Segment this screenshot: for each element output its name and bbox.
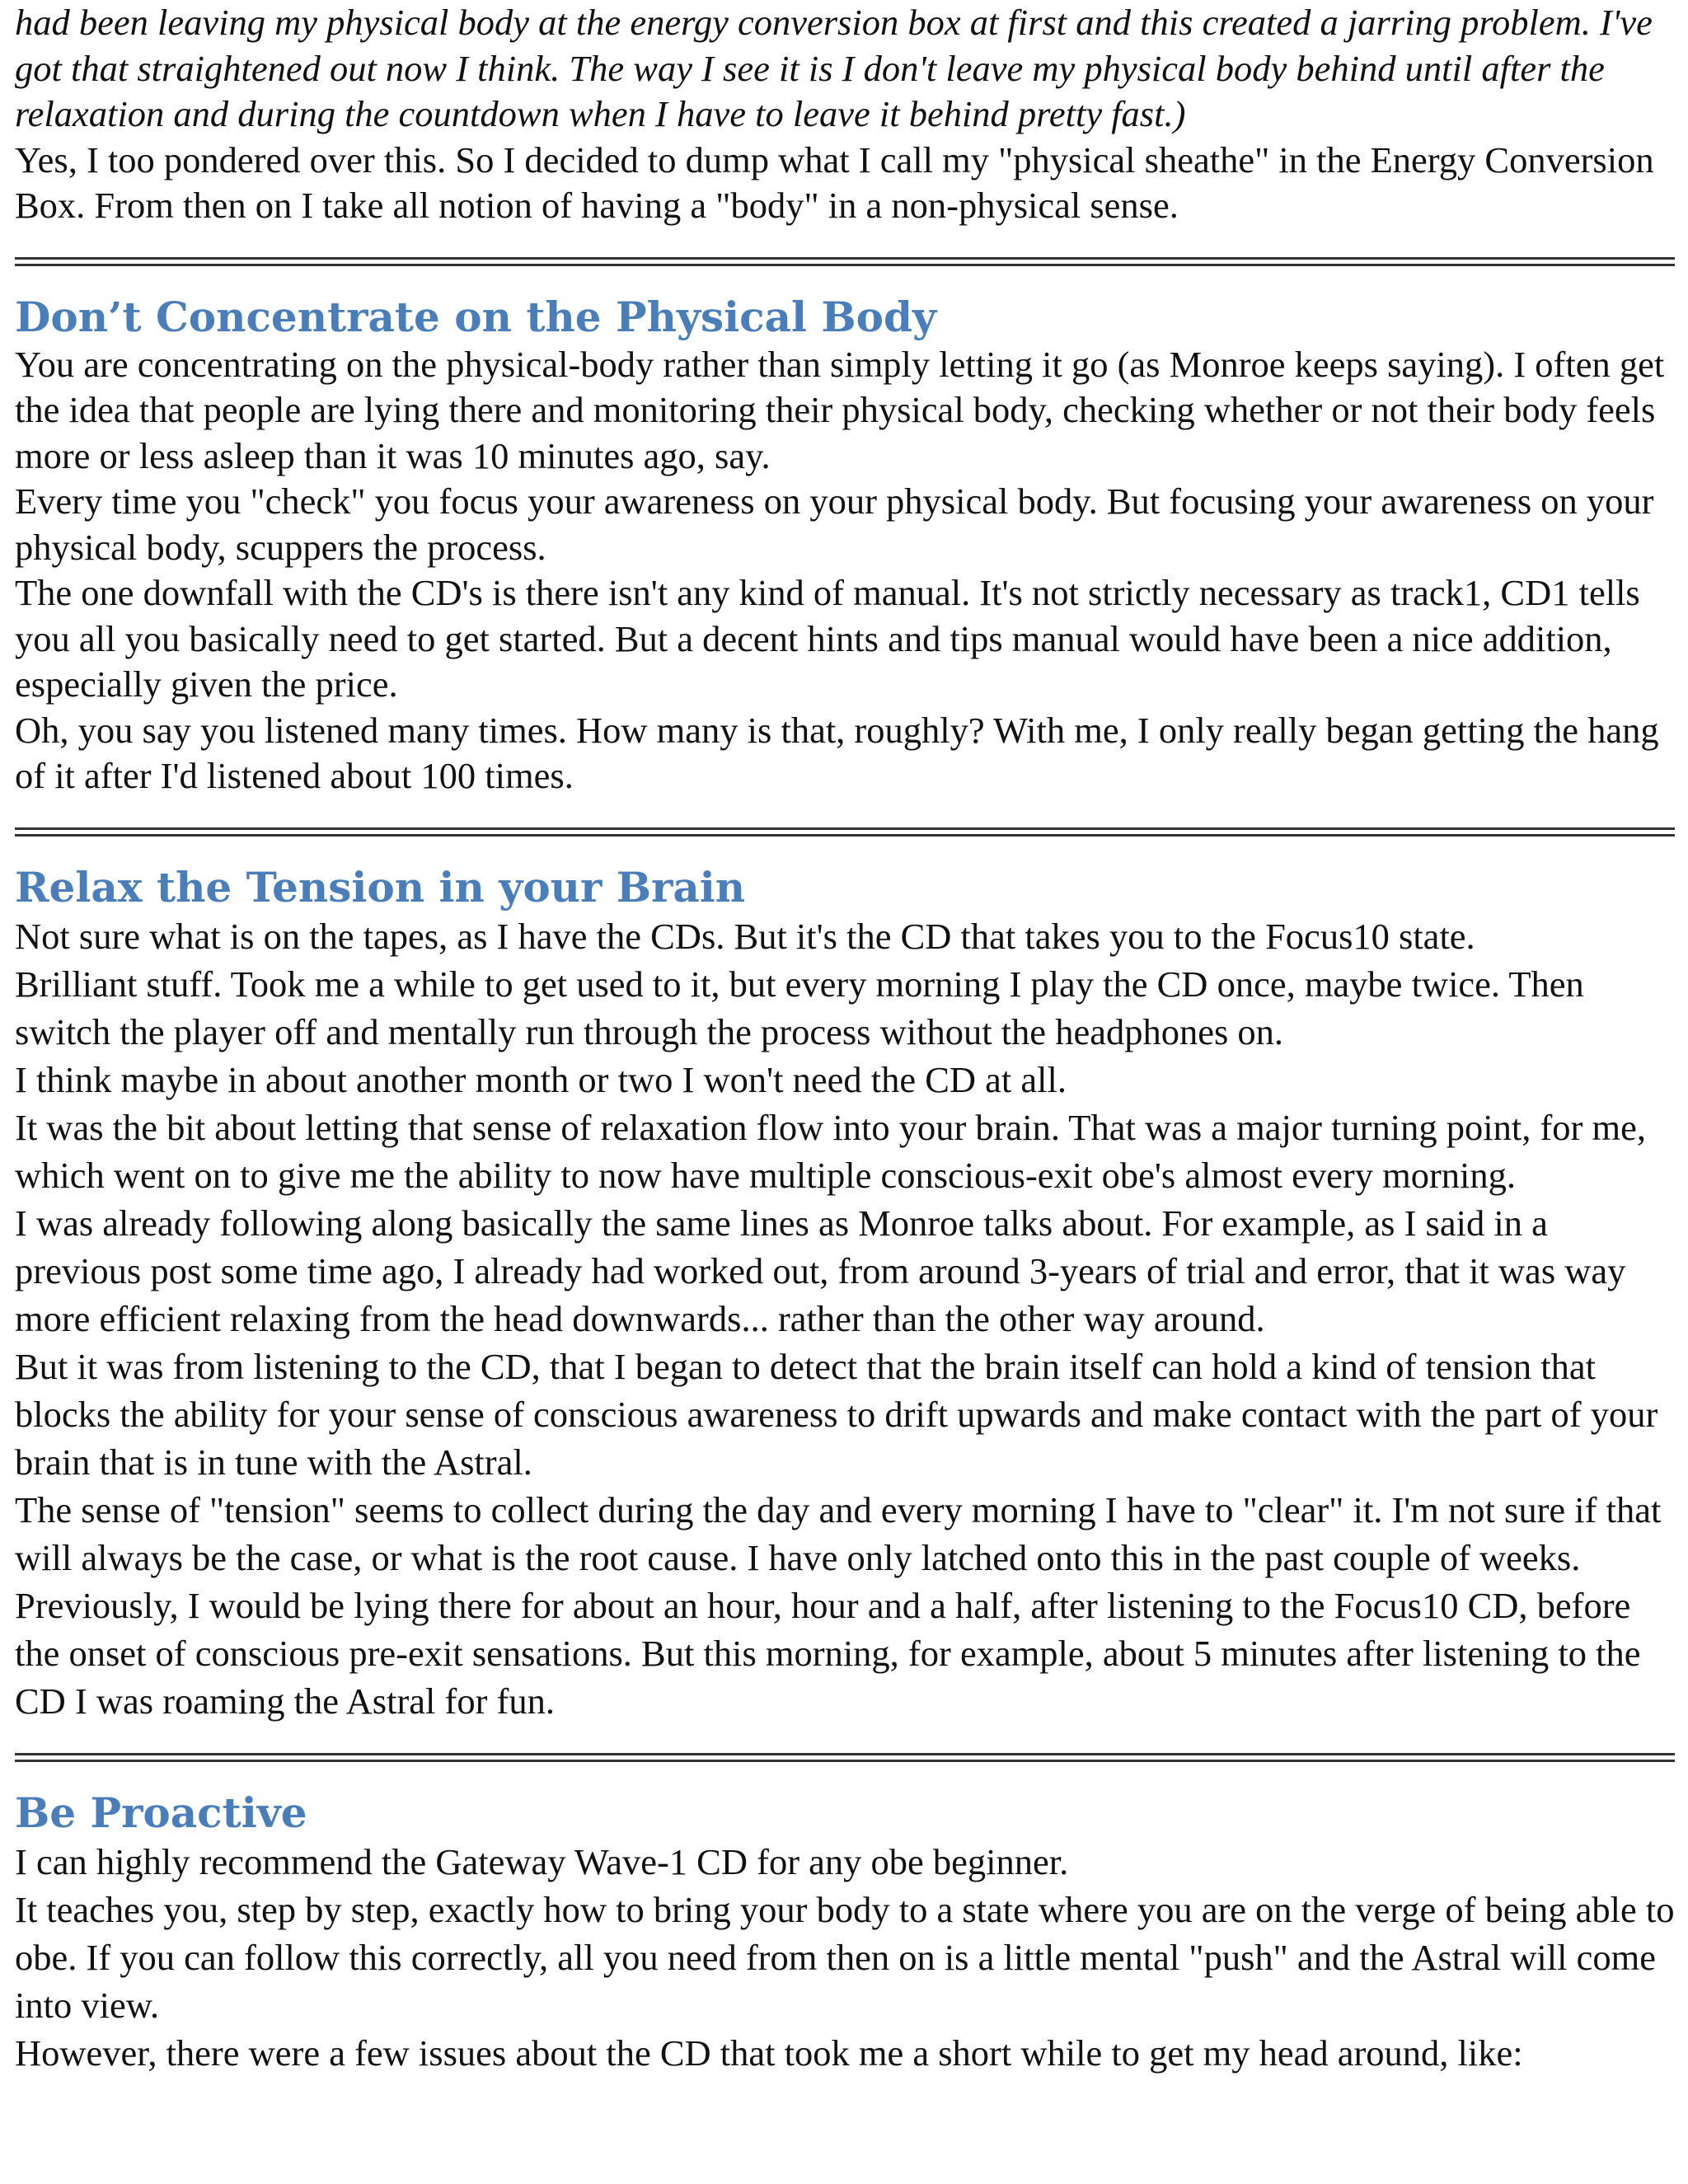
paragraph: I was already following along basically the same lines as Monroe talks about. For example, as I said in a previous post some time ago, I already had worked out, from around 3-years of trial and error, that it was way more efficient relaxing from the head downwards... rather than the other way around. xyxy=(15,1202,1626,1339)
paragraph: Oh, you say you listened many times. How many is that, roughly? With me, I only really began getting the hang of it after I'd listened about 100 times. xyxy=(15,709,1659,796)
paragraph: You are concentrating on the physical-body rather than simply letting it go (as Monroe keeps saying). I often get the idea that people are lying there and monitoring their physical body, checking whether or not their body feels more or less asleep than it was 10 minutes ago, say. xyxy=(15,343,1665,476)
paragraph: The one downfall with the CD's is there isn't any kind of manual. It's not strictly necessary as track1, CD1 tells you all you basically need to get started. But a decent hints and tips manual would have been a nice addition, especially given the price. xyxy=(15,572,1640,705)
section-divider xyxy=(15,1753,1675,1762)
paragraph: The sense of "tension" seems to collect during the day and every morning I have to "clear" it. I'm not sure if that will always be the case, or what is the root cause. I have only latched onto this in the past couple of weeks. xyxy=(15,1488,1662,1578)
section-divider xyxy=(15,827,1675,837)
paragraph: Brilliant stuff. Took me a while to get used to it, but every morning I play the CD once, maybe twice. Then switch the player off and mentally run through the process without the headphones on. xyxy=(15,963,1584,1052)
paragraph: It teaches you, step by step, exactly how to bring your body to a state where you are on the verge of being able to obe. If you can follow this correctly, all you need from then on is a little mental "push" and the Astral will come into view. xyxy=(15,1888,1675,2026)
paragraph: I can highly recommend the Gateway Wave-1 CD for any obe beginner. xyxy=(15,1840,1069,1882)
section-heading-be-proactive: Be Proactive xyxy=(15,1788,307,1837)
paragraph: However, there were a few issues about the CD that took me a short while to get my head around, like: xyxy=(15,2032,1523,2074)
section-heading-relax-brain: Relax the Tension in your Brain xyxy=(15,862,746,912)
section-heading-physical-body: Don’t Concentrate on the Physical Body xyxy=(15,292,937,341)
paragraph: But it was from listening to the CD, that I began to detect that the brain itself can hold a kind of tension that blocks the ability for your sense of conscious awareness to drift upwards and make contact with the part of your brain that is in tune with the Astral. xyxy=(15,1345,1658,1483)
paragraph: Every time you "check" you focus your awareness on your physical body. But focusing your awareness on your physical body, scuppers the process. xyxy=(15,480,1654,568)
paragraph: Not sure what is on the tapes, as I have the CDs. But it's the CD that takes you to the Focus10 state. xyxy=(15,915,1475,957)
paragraph: It was the bit about letting that sense of relaxation flow into your brain. That was a major turning point, for me, which went on to give me the ability to now have multiple conscious-exit obe's almost every morning. xyxy=(15,1106,1646,1196)
paragraph: I think maybe in about another month or two I won't need the CD at all. xyxy=(15,1058,1067,1100)
paragraph: Previously, I would be lying there for about an hour, hour and a half, after listening to the Focus10 CD, before the onset of conscious pre-exit sensations. But this morning, for example, about 5 minutes after listening to the CD I was roaming the Astral for fun. xyxy=(15,1584,1641,1722)
section-divider xyxy=(15,257,1675,266)
intro-italic-quote: had been leaving my physical body at the energy conversion box at first and this created a jarring problem. I've got that straightened out now I think. The way I see it is I don't leave my physical body behind until after the relaxation and during the countdown when I have to leave it behind pretty fast.) xyxy=(15,2,1653,134)
intro-reply: Yes, I too pondered over this. So I decided to dump what I call my "physical sheathe" in the Energy Conversion Box. From then on I take all notion of having a "body" in a non-physical sense. xyxy=(15,138,1654,226)
